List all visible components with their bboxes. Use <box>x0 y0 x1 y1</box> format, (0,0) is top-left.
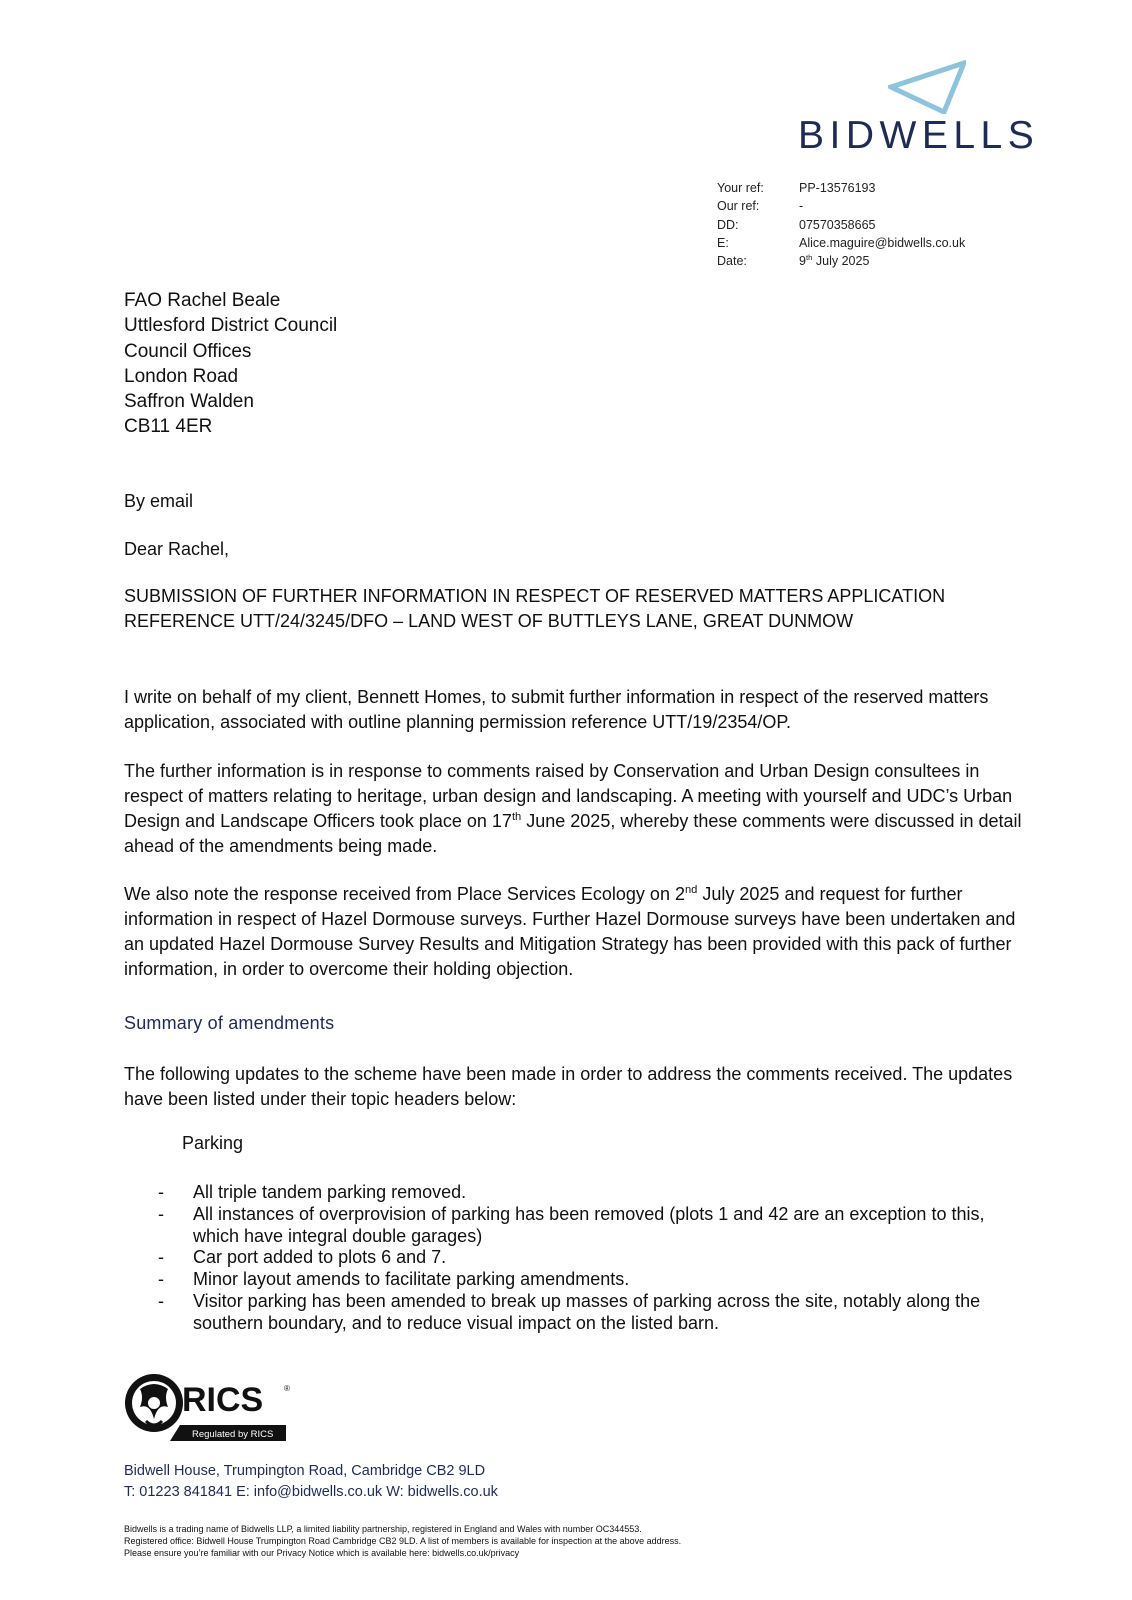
ref-row-our-ref <box>717 197 965 215</box>
ref-value: Alice.maguire@bidwells.co.uk <box>799 235 966 250</box>
ref-value: - <box>799 199 804 214</box>
section-heading-summary: Summary of amendments <box>124 1013 335 1033</box>
paragraph-ecology <box>124 882 1024 982</box>
paragraph-text: The further information is in response to comments raised by Conservation and Urban Design consultees in respect of matters relating to heritage, urban design and landscaping. A meeting with yourself and UDC’s Urban Design and Landscape Officers took place on 17 <box>124 761 1013 831</box>
footer-contact-line: T: 01223 841841 E: info@bidwells.co.uk W: bidwells.co.uk <box>124 1484 498 1500</box>
list-item-text: Minor layout amends to facilitate parking amendments. <box>193 1269 630 1290</box>
footer-address-line: Bidwell House, Trumpington Road, Cambridge CB2 9LD <box>124 1463 486 1479</box>
ref-label: Your ref: <box>717 181 764 195</box>
lion-icon <box>125 1374 183 1432</box>
footer-legal <box>124 1523 1024 1559</box>
triangle-logo-icon <box>888 60 966 114</box>
date-month-year: July 2025 <box>812 254 870 269</box>
paragraph-text: We also note the response received from Place Services Ecology on 2 <box>124 884 685 904</box>
date-suffix: th <box>805 253 813 263</box>
address-line: Saffron Walden <box>124 391 254 413</box>
bidwells-logo: BIDWELLS <box>798 114 1040 157</box>
subject-heading <box>124 584 1024 634</box>
address-line: CB11 4ER <box>124 416 213 438</box>
ref-value: 07570358665 <box>799 217 876 232</box>
ref-value-date <box>799 254 869 268</box>
ref-row-your-ref <box>717 179 965 197</box>
ref-value: PP-13576193 <box>799 181 876 195</box>
list-item-text: All instances of overprovision of parking has been removed (plots 1 and 42 are an exception to this, which have integral double garages) <box>193 1203 985 1246</box>
registered-mark: ® <box>284 1384 290 1393</box>
subject-line-2: REFERENCE UTT/24/3245/DFO – LAND WEST OF BUTTLEYS LANE, GREAT DUNMOW <box>124 611 854 631</box>
address-line: Uttlesford District Council <box>124 315 338 337</box>
paragraph-text: July 2025 and request for further information in respect of Hazel Dormouse surveys. Further Hazel Dormouse surveys have been undertaken and an updated Hazel Dormouse Survey Results and Mitigation Strategy has been provided with this pack of further information, in order to overcome their holding objection. <box>124 884 1016 979</box>
salutation: Dear Rachel, <box>124 539 230 559</box>
paragraph-intro: I write on behalf of my client, Bennett Homes, to submit further information in respect of the reserved matters application, associated with outline planning permission reference UTT/19/2354/OP. <box>124 687 989 732</box>
legal-line: Bidwells is a trading name of Bidwells LLP, a limited liability partnership, registered in England and Wales with number OC344553. <box>124 1524 642 1534</box>
ordinal-suffix: nd <box>684 884 698 896</box>
list-item <box>124 1247 1014 1269</box>
paragraph-updates: The following updates to the scheme have been made in order to address the comments received. The updates have been listed under their topic headers below: <box>124 1064 1013 1109</box>
address-line: Council Offices <box>124 340 252 362</box>
address-line: London Road <box>124 365 239 387</box>
ordinal-suffix: th <box>511 811 522 823</box>
ref-label: Date: <box>717 254 747 269</box>
bullet-dash: - <box>158 1290 164 1311</box>
ref-label: E: <box>717 235 729 250</box>
ref-row-dd <box>717 216 965 234</box>
legal-line: Please ensure you’re familiar with our Privacy Notice which is available here: bidwells.co.uk/privacy <box>124 1548 520 1558</box>
list-item <box>124 1291 1014 1335</box>
by-email-note: By email <box>124 491 194 511</box>
date-day: 9 <box>799 254 806 269</box>
list-item-text: All triple tandem parking removed. <box>193 1182 467 1202</box>
reference-block <box>717 179 965 270</box>
list-item-text: Car port added to plots 6 and 7. <box>193 1247 447 1268</box>
ref-row-date <box>717 252 965 270</box>
footer-contact <box>124 1461 498 1503</box>
rics-wordmark: RICS <box>182 1381 264 1419</box>
list-item-text: Visitor parking has been amended to break up masses of parking across the site, notably along the southern boundary, and to reduce visual impact on the listed barn. <box>193 1290 981 1333</box>
rics-logo <box>124 1373 296 1445</box>
paragraph-further-info <box>124 759 1024 859</box>
list-item <box>124 1204 1014 1248</box>
recipient-address <box>124 288 337 440</box>
ref-label: Our ref: <box>717 199 760 214</box>
legal-line: Registered office: Bidwell House Trumpington Road Cambridge CB2 9LD. A list of members is available for inspection at the above address. <box>124 1536 682 1546</box>
ref-label: DD: <box>717 217 739 232</box>
bullet-dash: - <box>158 1269 164 1290</box>
bullet-dash: - <box>158 1203 164 1224</box>
list-item <box>124 1269 1014 1291</box>
ref-row-email <box>717 234 965 252</box>
rics-tagline: Regulated by RICS <box>192 1429 274 1440</box>
paragraph-text: June 2025, whereby these comments were discussed in detail ahead of the amendments being made. <box>124 811 1022 856</box>
subject-line-1: SUBMISSION OF FURTHER INFORMATION IN RESPECT OF RESERVED MATTERS APPLICATION <box>124 586 946 606</box>
bullet-dash: - <box>158 1247 164 1268</box>
address-line: FAO Rachel Beale <box>124 290 281 311</box>
bullet-dash: - <box>158 1182 164 1202</box>
parking-amendments-list <box>124 1182 1014 1335</box>
topic-heading-parking: Parking <box>182 1133 244 1153</box>
list-item <box>124 1182 1014 1204</box>
